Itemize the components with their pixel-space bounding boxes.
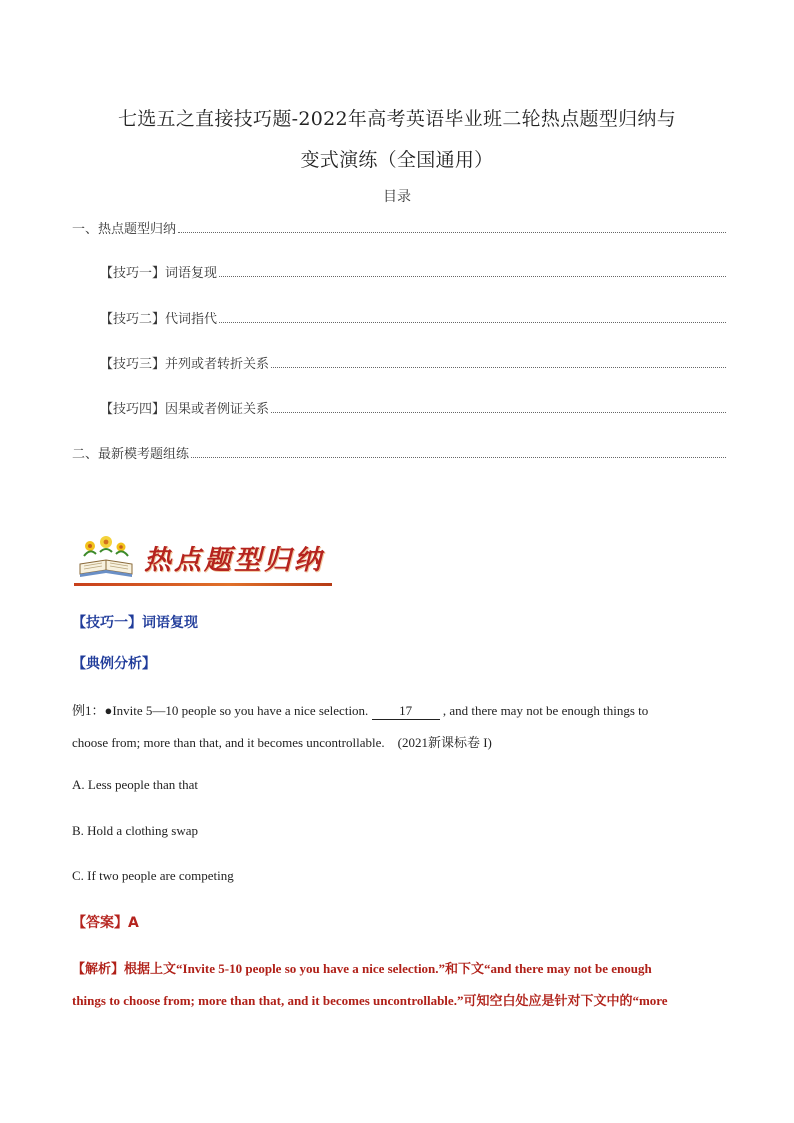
section-banner xyxy=(74,530,334,586)
explanation-line-2: things to choose from; more than that, and it becomes uncontrollable.”可知空白处应是针对下文中的“more xyxy=(72,993,668,1008)
open-book-flowers-icon xyxy=(76,534,136,580)
toc-item-mock-exams[interactable] xyxy=(72,444,726,462)
explanation-label: 【解析】 xyxy=(72,962,125,977)
analysis-title: 【典例分析】 xyxy=(72,656,156,672)
toc-item-label: 一、热点题型归纳 xyxy=(72,222,177,237)
toc-item-skill-4[interactable] xyxy=(100,399,726,417)
toc-leader-dots xyxy=(271,366,726,368)
toc-heading: 目录 xyxy=(383,189,411,205)
explanation-line-1 xyxy=(72,958,652,977)
toc-item-skill-1[interactable] xyxy=(100,263,726,281)
explanation-text-1: 根据上文“Invite 5-10 people so you have a nice selection.”和下文“and there may not be enough xyxy=(124,961,652,976)
banner-title: 热点题型归纳 xyxy=(144,545,324,576)
toc-leader-dots xyxy=(219,275,726,277)
option-a: A. Less people than that xyxy=(72,777,198,792)
toc-item-label: 二、最新模考题组练 xyxy=(72,447,190,462)
document-title-line-1: 七选五之直接技巧题-2022年高考英语毕业班二轮热点题型归纳与 xyxy=(117,108,677,130)
option-b: B. Hold a clothing swap xyxy=(72,823,199,838)
toc-item-hot-types[interactable] xyxy=(72,219,726,237)
example-suffix: , and there may not be enough things to xyxy=(442,703,649,718)
answer-label: 【答案】A xyxy=(72,915,139,931)
document-title-line-2: 变式演练（全国通用） xyxy=(300,149,494,171)
toc-item-label: 【技巧二】代词指代 xyxy=(100,312,218,327)
example-line-1 xyxy=(72,700,648,720)
toc-item-label: 【技巧三】并列或者转折关系 xyxy=(100,357,270,372)
option-c: C. If two people are competing xyxy=(72,868,234,883)
toc-item-label: 【技巧四】因果或者例证关系 xyxy=(100,402,270,417)
example-prefix: 例1：●Invite 5—10 people so you have a nice selection. xyxy=(72,703,369,718)
toc-leader-dots xyxy=(178,231,726,233)
example-line-2: choose from; more than that, and it becomes uncontrollable. (2021新课标卷 I) xyxy=(72,735,492,750)
toc-leader-dots xyxy=(219,321,726,323)
toc-item-skill-2[interactable] xyxy=(100,309,726,327)
example-blank: 17 xyxy=(372,703,440,720)
banner-underline xyxy=(74,583,332,586)
toc-item-skill-3[interactable] xyxy=(100,354,726,372)
toc-leader-dots xyxy=(191,456,726,458)
toc-leader-dots xyxy=(271,411,726,413)
skill-title: 【技巧一】词语复现 xyxy=(72,615,198,631)
toc-item-label: 【技巧一】词语复现 xyxy=(100,266,218,281)
